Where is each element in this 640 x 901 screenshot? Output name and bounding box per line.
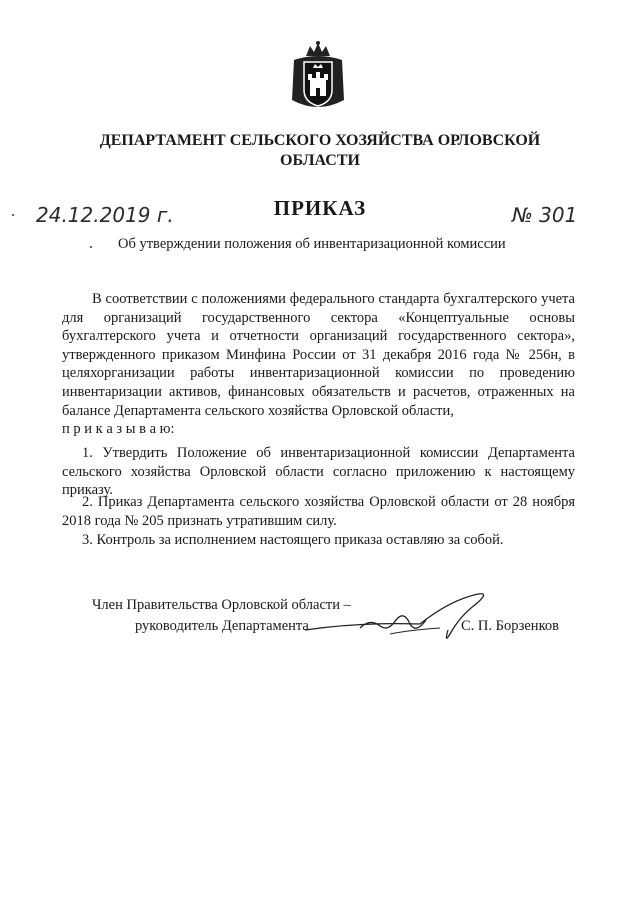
department-name: ДЕПАРТАМЕНТ СЕЛЬСКОГО ХОЗЯЙСТВА ОРЛОВСКОЙ ОБЛАСТИ xyxy=(99,132,541,169)
order-word: п р и к а з ы в а ю: xyxy=(62,421,175,438)
signatory-position-line2: руководитель Департамента xyxy=(135,618,309,634)
order-item-1: 1. Утвердить Положение об инвентаризационной комиссии Департамента сельского хозяйства Орловской области согласно приложению к настоящему приказу. xyxy=(62,445,575,499)
order-item-2: 2. Приказ Департамента сельского хозяйства Орловской области от 28 ноября 2018 года № 205 признать утратившим силу. xyxy=(62,494,575,529)
signatory-position-line1: Член Правительства Орловской области – xyxy=(92,597,351,613)
preamble-text: В соответствии с положениями федерального стандарта бухгалтерского учета для организаций государственного сектора «Концептуальные основы бухгалтерского учета и отчетности организаций государственного сектора», утвержденного приказом Минфина России от 31 декабря 2016 года № 256н, в целяхорганизации работы инвентаризационной комиссии по проведению инвентаризации активов, финансовых обязательств и расчетов, отраженных на балансе Департамента сельского хозяйства Орловской области, xyxy=(62,291,575,419)
scan-dot xyxy=(12,214,14,216)
signatory-name: С. П. Борзенков xyxy=(461,618,559,634)
document-title: ПРИКАЗ xyxy=(273,196,367,220)
preamble-paragraph xyxy=(62,290,575,439)
scan-dot xyxy=(90,246,92,248)
coat-of-arms-icon xyxy=(288,40,348,112)
order-item-3: 3. Контроль за исполнением настоящего приказа оставляю за собой. xyxy=(82,532,504,548)
document-date: 24.12.2019 г. xyxy=(36,203,174,227)
document-subject: Об утверждении положения об инвентаризационной комиссии xyxy=(118,236,506,252)
document-number: № 301 xyxy=(512,203,578,227)
